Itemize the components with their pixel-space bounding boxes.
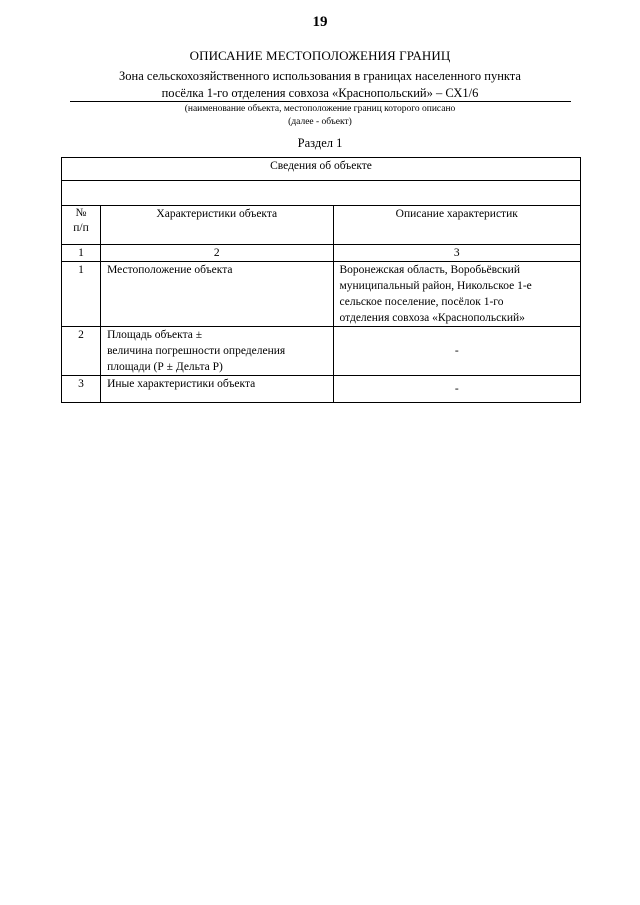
row-number: 3: [62, 376, 101, 403]
row-description-line: Воронежская область, Воробьёвский: [339, 264, 520, 276]
table-title: Сведения об объекте: [62, 158, 581, 181]
row-characteristic-line: Местоположение объекта: [107, 264, 233, 276]
row-description-line: отделения совхоза «Краснопольский»: [339, 312, 525, 324]
table-column-header-row: [62, 206, 581, 245]
table-empty-cell: [62, 181, 581, 206]
row-characteristic-line: Площадь объекта ±: [107, 329, 203, 341]
row-characteristic-line: Иные характеристики объекта: [107, 378, 256, 390]
table-empty-row: [62, 181, 581, 206]
object-name-line-1: Зона сельскохозяйственного использования в границах населенного пункта: [119, 69, 521, 83]
row-description: -: [333, 327, 581, 376]
object-name-underline: [70, 101, 571, 102]
row-description-line: муниципальный район, Никольское 1-е: [339, 280, 532, 292]
row-number: 2: [62, 327, 101, 376]
column-header-number-line-2: п/п: [73, 222, 89, 234]
page-number: 19: [312, 14, 328, 30]
column-header-description: Описание характеристик: [333, 206, 581, 245]
object-name-line-2: посёлка 1-го отделения совхоза «Краснопольский» – СХ1/6: [161, 86, 479, 100]
column-number-3: 3: [333, 245, 581, 262]
row-characteristic: [101, 262, 333, 327]
object-name: [70, 68, 570, 102]
table-row: [62, 262, 581, 327]
column-header-characteristics: Характеристики объекта: [101, 206, 333, 245]
row-description-line: сельское поселение, посёлок 1-го: [339, 296, 504, 308]
row-number: 1: [62, 262, 101, 327]
table-row: [62, 376, 581, 403]
section-title: Раздел 1: [297, 136, 343, 150]
column-header-number: [62, 206, 101, 245]
object-caption: [0, 103, 640, 129]
object-info-table: [61, 157, 581, 403]
object-caption-line-1: (наименование объекта, местоположение границ которого описано: [184, 104, 456, 114]
row-description: -: [333, 376, 581, 403]
object-caption-line-2: (далее - объект): [288, 117, 352, 127]
row-characteristic-line: площади (Р ± Дельта Р): [107, 361, 223, 373]
row-characteristic-line: величина погрешности определения: [107, 345, 286, 357]
row-characteristic: [101, 376, 333, 403]
column-number-2: 2: [101, 245, 333, 262]
table-title-row: [62, 158, 581, 181]
row-characteristic: [101, 327, 333, 376]
column-header-number-line-1: №: [75, 207, 87, 219]
table-column-number-row: [62, 245, 581, 262]
row-description: [333, 262, 581, 327]
table-row: [62, 327, 581, 376]
column-number-1: 1: [62, 245, 101, 262]
document-title: ОПИСАНИЕ МЕСТОПОЛОЖЕНИЯ ГРАНИЦ: [189, 48, 451, 63]
